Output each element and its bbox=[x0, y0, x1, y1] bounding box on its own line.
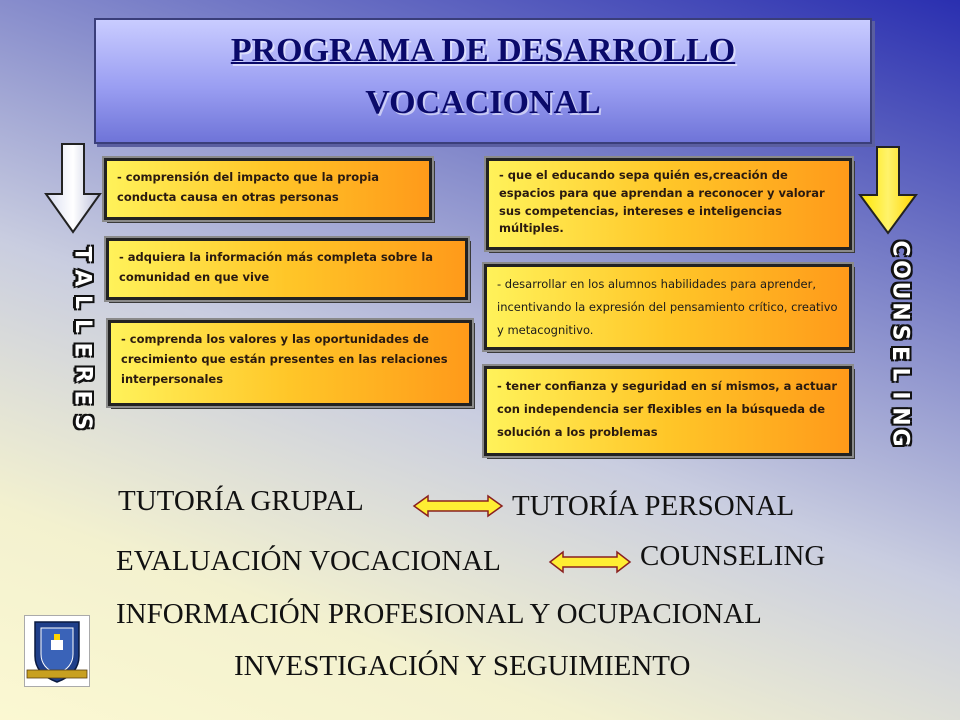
counseling-box-3: - tener confianza y seguridad en sí mismos, a actuar con independencia ser flexibles en la búsqueda de solución a los problemas bbox=[484, 366, 852, 456]
university-shield-icon bbox=[25, 616, 89, 686]
title-line-1: PROGRAMA DE DESARROLLO bbox=[230, 32, 736, 69]
counseling-text: COUNSELING bbox=[640, 540, 826, 572]
evaluacion-vocacional-text: EVALUACIÓN VOCACIONAL bbox=[116, 545, 501, 577]
tutoria-grupal-text: TUTORÍA GRUPAL bbox=[118, 485, 364, 517]
double-arrow-1-icon bbox=[412, 494, 504, 518]
talleres-box-3: - comprenda los valores y las oportunidades de crecimiento que están presentes en las relaciones interpersonales bbox=[108, 320, 472, 406]
informacion-profesional-text: INFORMACIÓN PROFESIONAL Y OCUPACIONAL bbox=[116, 598, 762, 630]
counseling-box-2: - desarrollar en los alumnos habilidades para aprender, incentivando la expresión del pensamiento crítico, creativo y metacognitivo. bbox=[484, 264, 852, 350]
title-line-2: VOCACIONAL bbox=[365, 84, 601, 121]
counseling-box-1: - que el educando sepa quién es,creación de espacios para que aprendan a reconocer y valorar sus competencias, intereses e inteligencias múltiples. bbox=[486, 158, 852, 250]
investigacion-seguimiento-text: INVESTIGACIÓN Y SEGUIMIENTO bbox=[234, 650, 691, 682]
talleres-box-2: - adquiera la información más completa sobre la comunidad en que vive bbox=[106, 238, 468, 300]
talleres-box-1: - comprensión del impacto que la propia conducta causa en otras personas bbox=[104, 158, 432, 220]
counseling-vertical-label: C O U N S E L I N G bbox=[887, 240, 913, 447]
university-logo bbox=[24, 615, 90, 687]
title-banner bbox=[94, 18, 872, 144]
double-arrow-2-icon bbox=[548, 550, 632, 574]
right-down-arrow-icon bbox=[858, 145, 918, 235]
tutoria-personal-text: TUTORÍA PERSONAL bbox=[512, 490, 795, 522]
talleres-vertical-label: T A L L E R E S bbox=[69, 246, 95, 430]
left-down-arrow-icon bbox=[44, 142, 102, 234]
